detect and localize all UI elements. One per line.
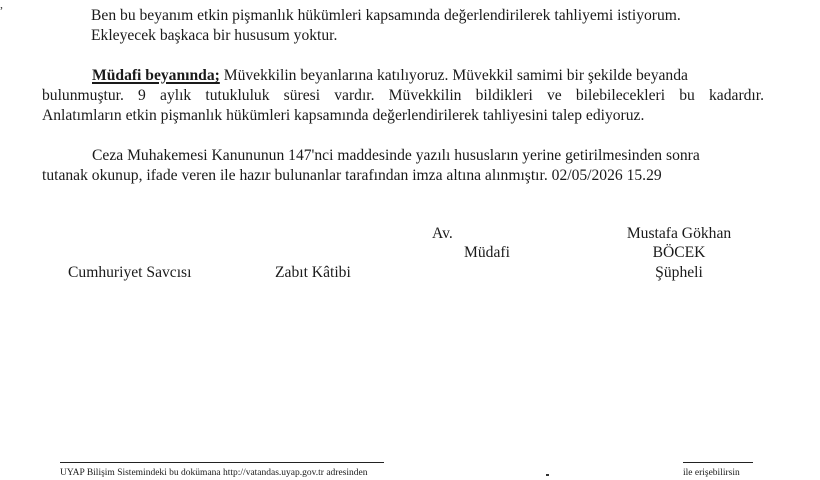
defense-statement-line: [92, 66, 764, 86]
closing-line: Ceza Muhakemesi Kanununun 147'nci maddesinde yazılı hususların yerine getirilmesinden sonra: [92, 147, 700, 164]
signature-prosecutor: Cumhuriyet Savcısı: [68, 264, 192, 281]
footer-mark: [546, 474, 549, 476]
signature-clerk: Zabıt Kâtibi: [275, 264, 351, 281]
margin-mark: ,: [0, 0, 3, 11]
footer-rule-right: [683, 462, 753, 463]
signature-suspect-role: Şüpheli: [655, 264, 703, 281]
statement-line: Ekleyecek başkaca bir hususum yoktur.: [91, 27, 338, 44]
signature-suspect-surname: BÖCEK: [652, 244, 706, 261]
defense-heading: Müdafi beyanında;: [92, 67, 220, 84]
defense-statement-line: Anlatımların etkin pişmanlık hükümleri kapsamında değerlendirilerek tahliyesini talep ediyoruz.: [42, 107, 645, 124]
signature-suspect-name: Mustafa Gökhan: [626, 225, 732, 242]
footer-access-text: ile erişebilirsin: [683, 468, 740, 478]
footer-uyap-text: UYAP Bilişim Sistemindeki bu dokümana http://vatandas.uyap.gov.tr adresinden: [60, 468, 368, 478]
signature-lawyer-role: Müdafi: [464, 244, 510, 261]
defense-text: Müvekkilin beyanlarına katılıyoruz. Müvekkil samimi bir şekilde beyanda: [219, 67, 688, 84]
defense-statement-line: bulunmuştur. 9 aylık tutukluluk süresi vardır. Müvekkilin bildikleri ve bilebilecekleri bu kadardır.: [42, 87, 764, 104]
closing-line: tutanak okunup, ifade veren ile hazır bulunanlar tarafından imza altına alınmıştır. 02/05/2026 15.29: [42, 167, 662, 184]
footer-rule-left: [60, 462, 384, 463]
signature-lawyer-prefix: Av.: [432, 225, 453, 242]
statement-line: Ben bu beyanım etkin pişmanlık hükümleri kapsamında değerlendirilerek tahliyemi istiyorum.: [91, 7, 681, 24]
